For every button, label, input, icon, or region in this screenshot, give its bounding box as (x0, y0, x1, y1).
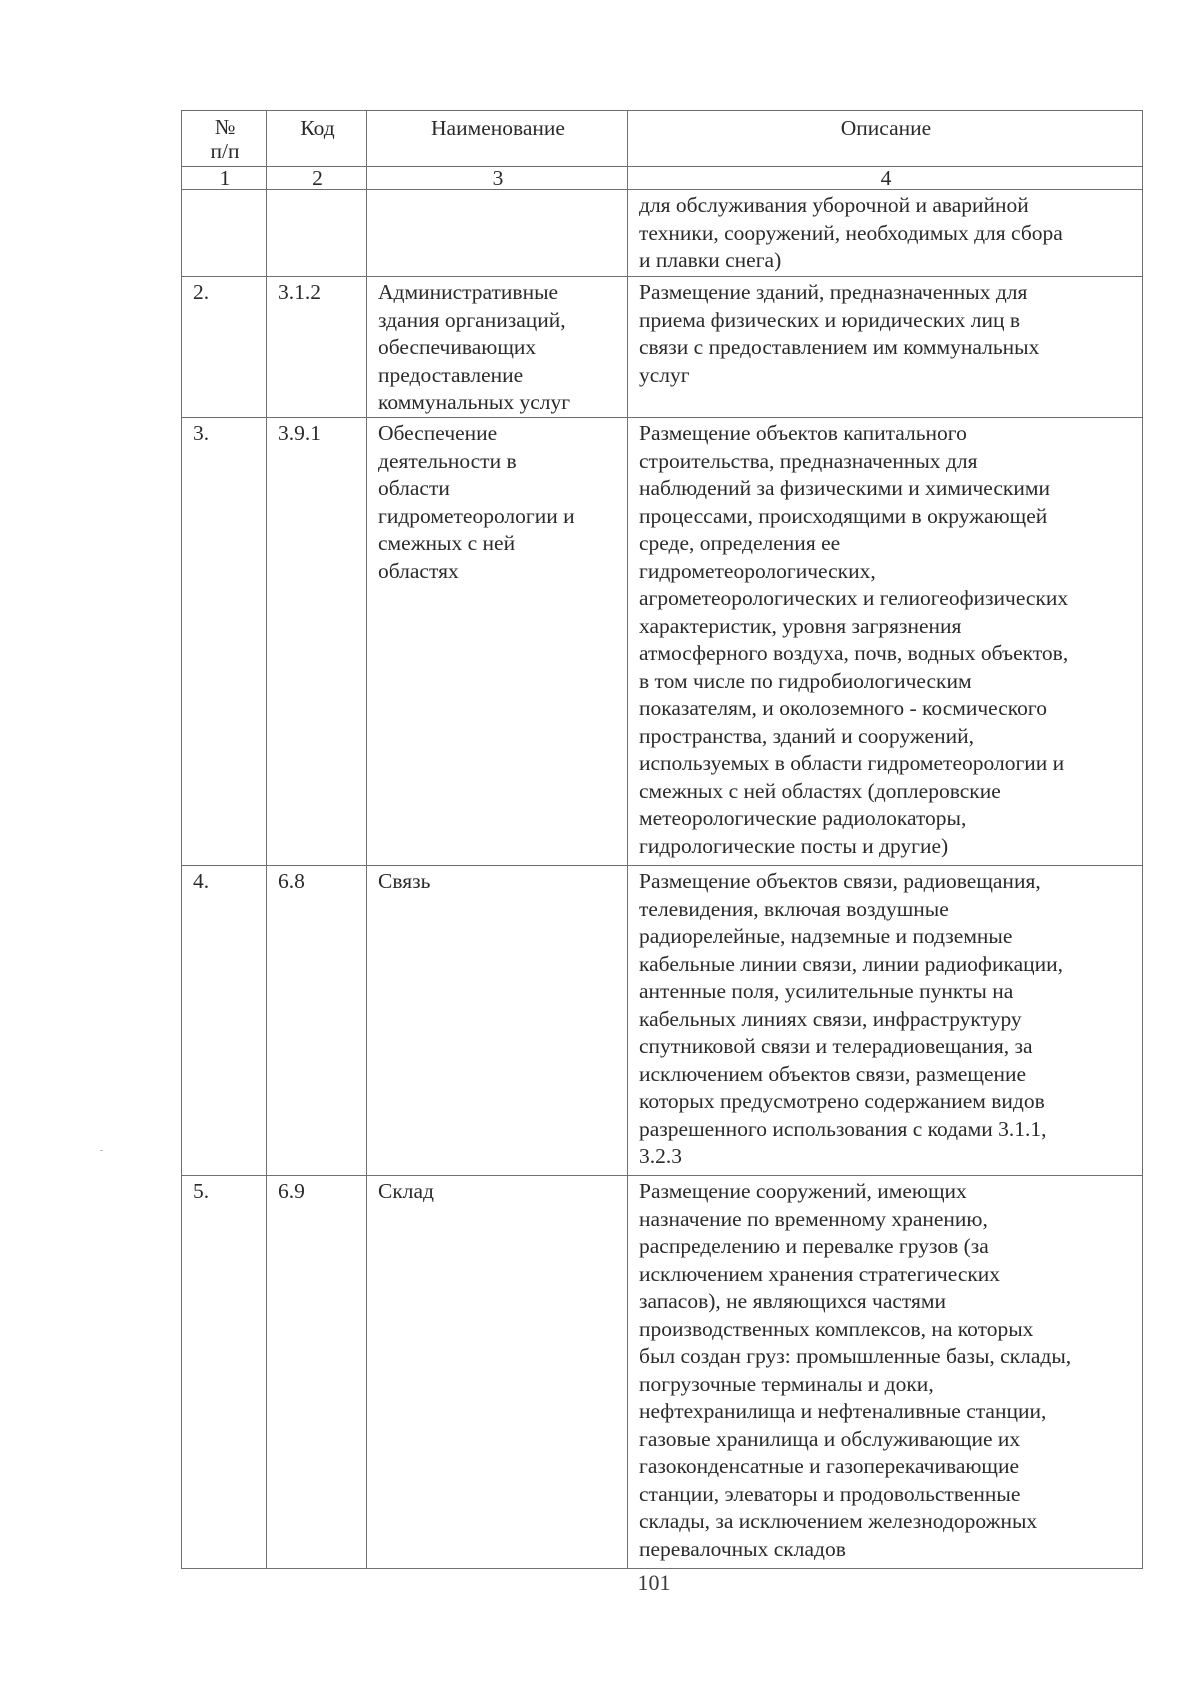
cell-description: Размещение зданий, предназначенных для приема физических и юридических лиц в связи с предоставлением им коммунальных услуг (628, 277, 1143, 418)
table-row-continuation (182, 190, 1143, 277)
header-number: № п/п (182, 111, 267, 167)
cell-description: для обслуживания уборочной и аварийной техники, сооружений, необходимых для сбора и плавки снега) (628, 190, 1143, 277)
cell-description: Размещение объектов связи, радиовещания, телевидения, включая воздушные радиорелейные, надземные и подземные кабельные линии связи, линии радиофикации, антенные поля, усилительные пункты на кабельных линиях связи, инфраструктуру спутниковой связи и телерадиовещания, за исключением объектов связи, размещение которых предусмотрено содержанием видов разрешенного использования с кодами 3.1.1, 3.2.3 (628, 866, 1143, 1176)
cell-name: Связь (367, 866, 628, 1176)
cell-number: 2. (182, 277, 267, 418)
header-description: Описание (628, 111, 1143, 167)
cell-name (367, 190, 628, 277)
table-row (182, 866, 1143, 1176)
cell-name: Склад (367, 1176, 628, 1569)
header-code: Код (267, 111, 367, 167)
land-use-table (181, 110, 1143, 1569)
cell-code: 3.9.1 (267, 418, 367, 866)
cell-name: Обеспечение деятельности в области гидрометеорологии и смежных с ней областях (367, 418, 628, 866)
cell-number: 3. (182, 418, 267, 866)
column-index: 1 (182, 167, 267, 190)
table-header-row (182, 111, 1143, 167)
table-row (182, 1176, 1143, 1569)
header-name: Наименование (367, 111, 628, 167)
cell-code: 3.1.2 (267, 277, 367, 418)
cell-code: 6.9 (267, 1176, 367, 1569)
scan-speck (100, 1150, 103, 1151)
column-index: 3 (367, 167, 628, 190)
cell-number: 5. (182, 1176, 267, 1569)
page-number: 101 (637, 1570, 671, 1595)
column-index: 4 (628, 167, 1143, 190)
cell-code: 6.8 (267, 866, 367, 1176)
cell-name: Административные здания организаций, обеспечивающих предоставление коммунальных услуг (367, 277, 628, 418)
column-index-row (182, 167, 1143, 190)
table-row (182, 277, 1143, 418)
cell-number (182, 190, 267, 277)
cell-description: Размещение объектов капитального строительства, предназначенных для наблюдений за физическими и химическими процессами, происходящими в окружающей среде, определения ее гидрометеорологических, агрометеорологических и гелиогеофизических характеристик, уровня загрязнения атмосферного воздуха, почв, водных объектов, в том числе по гидробиологическим показателям, и околоземного - космического пространства, зданий и сооружений, используемых в области гидрометеорологии и смежных с ней областях (доплеровские метеорологические радиолокаторы, гидрологические посты и другие) (628, 418, 1143, 866)
cell-description: Размещение сооружений, имеющих назначение по временному хранению, распределению и перевалке грузов (за исключением хранения стратегических запасов), не являющихся частями производственных комплексов, на которых был создан груз: промышленные базы, склады, погрузочные терминалы и доки, нефтехранилища и нефтеналивные станции, газовые хранилища и обслуживающие их газоконденсатные и газоперекачивающие станции, элеваторы и продовольственные склады, за исключением железнодорожных перевалочных складов (628, 1176, 1143, 1569)
table-row (182, 418, 1143, 866)
cell-number: 4. (182, 866, 267, 1176)
column-index: 2 (267, 167, 367, 190)
cell-code (267, 190, 367, 277)
